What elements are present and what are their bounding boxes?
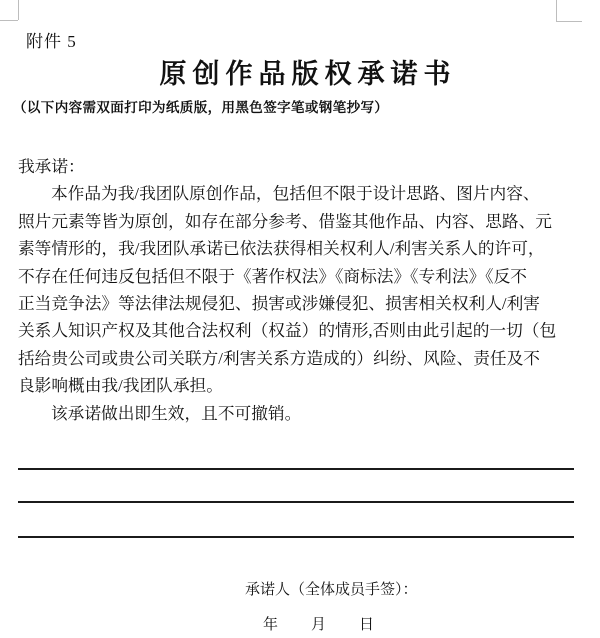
signature-blank-line xyxy=(18,536,574,538)
signature-blank-line xyxy=(18,501,574,503)
paragraph-line: 括给贵公司或贵公司关联方/利害关系方造成的）纠纷、风险、责任及不 xyxy=(18,348,540,368)
text-boundary-mark-top-left-vertical-icon xyxy=(18,0,19,20)
text-boundary-mark-top-right-vertical-icon xyxy=(556,0,557,21)
document-title: 原创作品版权承诺书 xyxy=(159,59,457,89)
paragraph-line: 照片元素等皆为原创，如存在部分参考、借鉴其他作品、内容、思路、元 xyxy=(18,211,552,231)
print-instruction-note: （以下内容需双面打印为纸质版，用黑色签字笔或钢笔抄写） xyxy=(13,100,389,115)
paragraph-line: 正当竞争法》等法律法规侵犯、损害或涉嫌侵犯、损害相关权利人/利害 xyxy=(18,293,540,313)
paragraph-line: 关系人知识产权及其他合法权利（权益）的情形,否则由此引起的一切（包 xyxy=(18,321,557,341)
date-label: 年 月 日 xyxy=(263,617,376,633)
paragraph-line: 良影响概由我/我团队承担。 xyxy=(18,376,223,396)
paragraph-line: 素等情形的，我/我团队承诺已依法获得相关权利人/利害关系人的许可， xyxy=(18,239,545,259)
promiser-label: 承诺人（全体成员手签）： xyxy=(245,582,418,598)
signature-blank-line xyxy=(18,468,574,470)
commitment-opening: 我承诺： xyxy=(18,157,85,176)
commitment-body xyxy=(18,153,563,427)
text-boundary-mark-top-right-horizontal-icon xyxy=(556,21,582,22)
paragraph-line: 不存在任何违反包括但不限于《著作权法》《商标法》《专利法》《反不 xyxy=(18,266,527,286)
attachment-label: 附件 5 xyxy=(26,32,77,51)
commitment-closing: 该承诺做出即生效，且不可撤销。 xyxy=(51,403,302,423)
paragraph-line: 本作品为我/我团队原创作品，包括但不限于设计思路、图片内容、 xyxy=(51,184,540,204)
text-boundary-mark-top-left-horizontal-icon xyxy=(0,20,18,21)
